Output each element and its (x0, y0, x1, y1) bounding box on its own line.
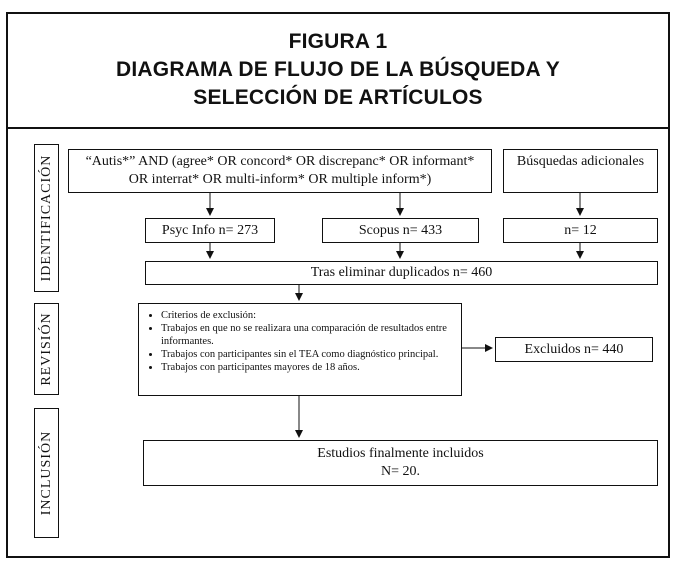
exclusion-criteria-box (138, 303, 462, 396)
included-box (143, 440, 658, 486)
duplicates-label: Tras eliminar duplicados n= 460 (310, 265, 493, 280)
title-line-1: FIGURA 1 (288, 30, 388, 53)
exclusion-item: • Trabajos con participantes mayores de 18 años. (161, 361, 453, 374)
excluded-box (495, 337, 653, 362)
search-query-box (68, 149, 492, 193)
title-line-2: DIAGRAMA DE FLUJO DE LA BÚSQUEDA Y (116, 58, 560, 81)
phase-identification-label: IDENTIFICACIÓN (38, 154, 54, 282)
duplicates-box (145, 261, 658, 285)
scopus-label: Scopus n= 433 (358, 222, 443, 238)
search-query-line-1: “Autis*” AND (agree* OR concord* OR discrepanc* OR informant* (85, 154, 475, 169)
exclusion-criteria-list (147, 309, 453, 374)
excluded-label: Excluidos n= 440 (524, 341, 624, 357)
additional-searches-box (503, 149, 658, 193)
other-sources-label: n= 12 (564, 222, 597, 238)
search-query-line-2: OR interrat* OR multi-inform* OR multiple inform*) (128, 172, 432, 187)
exclusion-item: • Trabajos con participantes sin el TEA como diagnóstico principal. (161, 348, 453, 361)
included-line-2: N= 20. (380, 464, 420, 479)
exclusion-heading: • Criterios de exclusión: (161, 309, 453, 322)
psycinfo-label: Psyc Info n= 273 (161, 222, 259, 238)
other-sources-box (503, 218, 658, 243)
scopus-box (322, 218, 479, 243)
additional-searches-label: Búsquedas adicionales (516, 154, 645, 169)
included-line-1: Estudios finalmente incluidos (317, 446, 484, 461)
phase-review-label: REVISIÓN (38, 312, 54, 386)
psycinfo-box (145, 218, 275, 243)
exclusion-item: • Trabajos en que no se realizara una comparación de resultados entre informantes. (161, 322, 453, 348)
title-line-3: SELECCIÓN DE ARTÍCULOS (193, 86, 483, 109)
phase-inclusion-label: INCLUSIÓN (38, 430, 54, 516)
